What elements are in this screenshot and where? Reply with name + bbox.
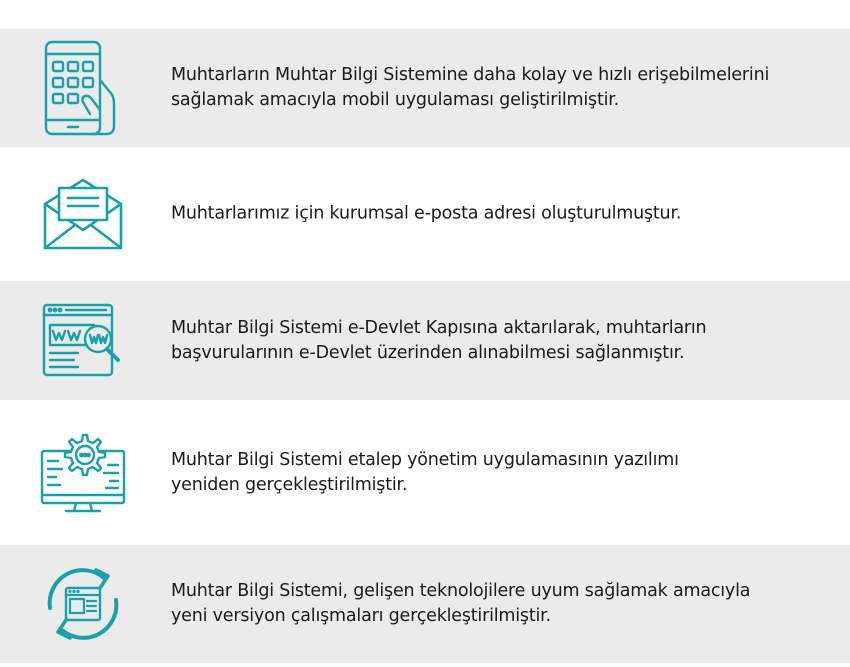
feature-row-etalep (0, 400, 850, 545)
refresh-window-icon (38, 545, 128, 663)
www-search-icon (38, 281, 128, 400)
email-envelope-icon (38, 147, 128, 281)
feature-text (171, 202, 810, 227)
text-line: Muhtar Bilgi Sistemi, gelişen teknolojilere uyum sağlamak amacıyla (171, 581, 751, 601)
feature-row-email (0, 147, 850, 281)
text-line: Muhtar Bilgi Sistemi etalep yönetim uygulamasının yazılımı (171, 449, 679, 470)
text-line: sağlamak amacıyla mobil uygulaması geliştirilmiştir. (171, 90, 620, 110)
text-line: Muhtar Bilgi Sistemi e-Devlet Kapısına aktarılarak, muhtarların (171, 317, 707, 338)
feature-text (171, 579, 810, 629)
monitor-gear-icon (38, 400, 128, 545)
feature-row-new-version (0, 545, 850, 663)
text-line: Muhtarlarımız için kurumsal e-posta adresi oluşturulmuştur. (171, 203, 682, 224)
feature-text (171, 316, 810, 366)
text-line: yeni versiyon çalışmaları gerçekleştirilmiştir. (171, 606, 551, 626)
text-line: Muhtarların Muhtar Bilgi Sistemine daha kolay ve hızlı erişebilmelerini (171, 65, 770, 85)
feature-text (171, 448, 810, 498)
feature-row-edevlet (0, 281, 850, 400)
feature-text (171, 63, 810, 113)
text-line: yeniden gerçekleştirilmiştir. (171, 474, 408, 495)
feature-row-mobile (0, 29, 850, 147)
text-line: başvurularının e-Devlet üzerinden alınabilmesi sağlanmıştır. (171, 342, 685, 363)
mobile-app-icon (38, 29, 128, 147)
